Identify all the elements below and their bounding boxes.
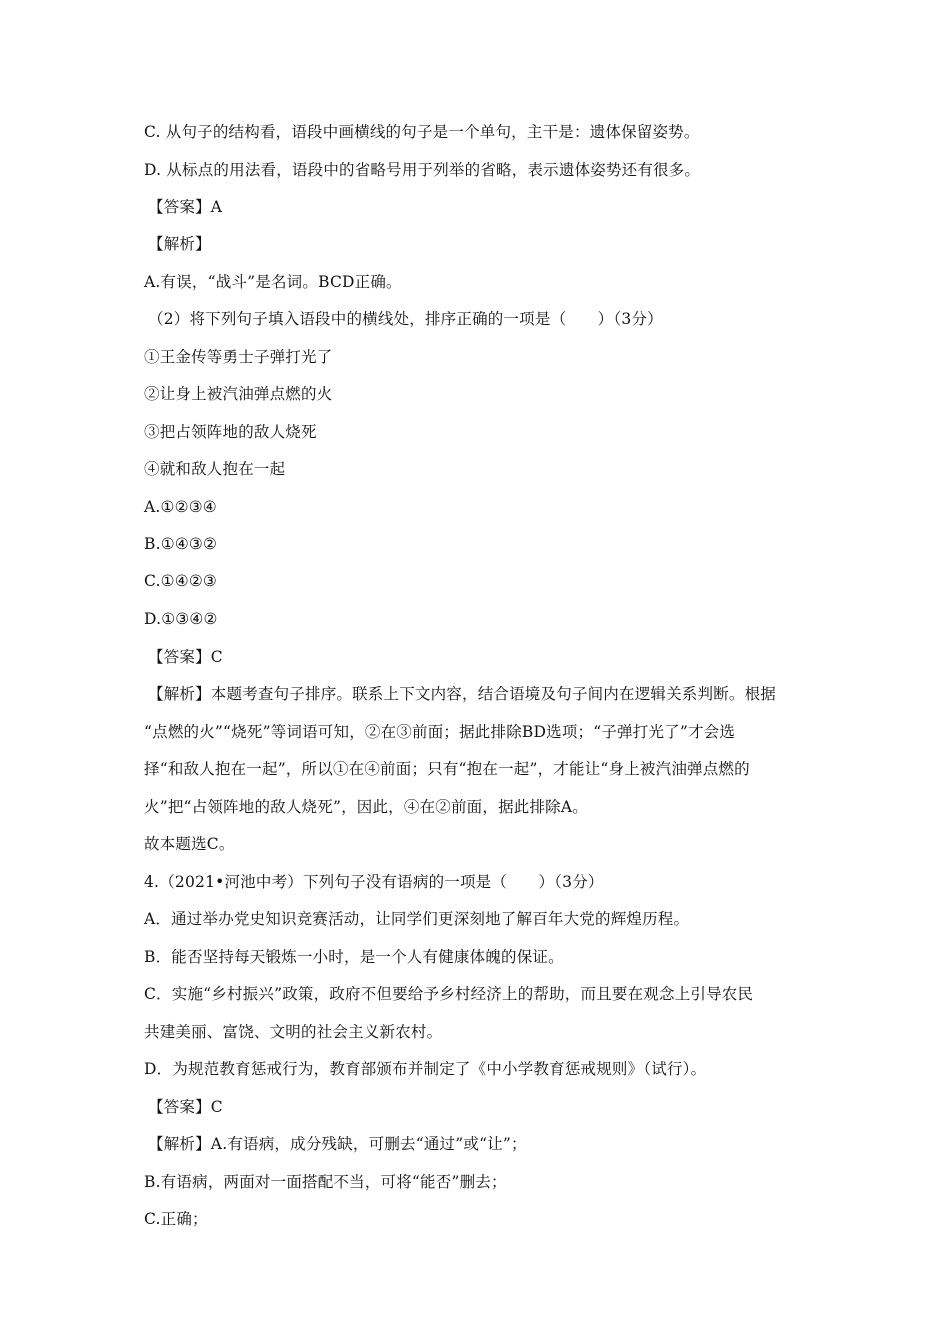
sentence-4: ④就和敌人抱在一起 (144, 460, 286, 478)
analysis-text: A.有误，“战斗”是名词。BCD正确。 (144, 273, 402, 291)
answer-label: 【答案】C (148, 648, 223, 666)
answer-label: 【答案】C (148, 1098, 223, 1116)
analysis-line: 【解析】A.有语病，成分残缺，可删去“通过”或“让”； (148, 1135, 527, 1153)
q4-option-a: A．通过举办党史知识竞赛活动，让同学们更深刻地了解百年大党的辉煌历程。 (144, 910, 690, 928)
option-c-line: C. 从句子的结构看，语段中画横线的句子是一个单句，主干是：遗体保留姿势。 (144, 123, 700, 141)
analysis-line: B.有语病，两面对一面搭配不当，可将“能否”删去； (144, 1173, 507, 1191)
sentence-2: ②让身上被汽油弹点燃的火 (144, 385, 333, 403)
q4-option-c: C．实施“乡村振兴”政策，政府不但要给予乡村经济上的帮助，而且要在观念上引导农民 (144, 985, 754, 1003)
q4-option-c-continued: 共建美丽、富饶、文明的社会主义新农村。 (144, 1023, 443, 1041)
conclusion-line: 故本题选C。 (144, 835, 235, 853)
q4-option-b: B．能否坚持每天锻炼一小时，是一个人有健康体魄的保证。 (144, 948, 564, 966)
choice-d: D.①③④② (144, 610, 218, 628)
analysis-paragraph: 择“和敌人抱在一起”，所以①在④前面；只有“抱在一起”，才能让“身上被汽油弹点燃的 (144, 760, 750, 778)
sentence-3: ③把占领阵地的敌人烧死 (144, 423, 317, 441)
question-2-stem: （2）将下列句子填入语段中的横线处，排序正确的一项是（ ）（3分） (148, 310, 663, 328)
sentence-1: ①王金传等勇士子弹打光了 (144, 348, 333, 366)
analysis-paragraph: “点燃的火”“烧死”等词语可知，②在③前面；据此排除BD选项；“子弹打光了”才会选 (144, 723, 736, 741)
analysis-label: 【解析】 (148, 235, 211, 253)
choice-b: B.①④③② (144, 535, 218, 553)
q4-option-d: D．为规范教育惩戒行为，教育部颁布并制定了《中小学教育惩戒规则》（试行）。 (144, 1060, 707, 1078)
answer-label: 【答案】A (148, 198, 223, 216)
question-4-stem: 4.（2021•河池中考）下列句子没有语病的一项是（ ）（3分） (144, 873, 604, 891)
analysis-line: C.正确； (144, 1210, 208, 1228)
analysis-paragraph: 【解析】本题考查句子排序。联系上下文内容，结合语境及句子间内在逻辑关系判断。根据 (148, 685, 777, 703)
choice-c: C.①④②③ (144, 572, 218, 590)
option-d-line: D. 从标点的用法看，语段中的省略号用于列举的省略，表示遗体姿势还有很多。 (144, 161, 701, 179)
analysis-paragraph: 火”把“占领阵地的敌人烧死”，因此，④在②前面，据此排除A。 (144, 798, 588, 816)
choice-a: A.①②③④ (144, 498, 217, 516)
